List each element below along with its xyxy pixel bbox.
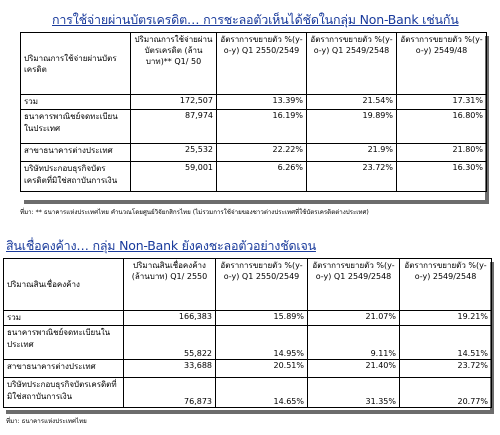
table2-cell: 20.51% (216, 360, 308, 378)
table2-cell: 14.95% (216, 326, 308, 360)
table1-cell: รวม (21, 95, 131, 110)
table1 (20, 32, 487, 192)
table-row (21, 95, 487, 110)
table1-header-2: อัตราการขยายตัว %(y-o-y) Q1 2550/2549 (217, 33, 307, 95)
table2-cell: 15.89% (216, 311, 308, 326)
table1-cell: 16.30% (397, 162, 487, 192)
table2-header-3: อัตราการขยายตัว %(y-o-y) Q1 2549/2548 (308, 259, 400, 311)
table1-cell: 17.31% (397, 95, 487, 110)
table2-cell: 166,383 (124, 311, 216, 326)
table2-cell: บริษัทประกอบธุรกิจบัตรเครดิตที่มิใช่สถาบันการเงิน (4, 378, 124, 408)
table1-cell: 25,532 (131, 144, 217, 162)
table2-cell: 55,822 (124, 326, 216, 360)
table1-cell: ธนาคารพาณิชย์จดทะเบียนในประเทศ (21, 110, 131, 144)
table1-title: การใช้จ่ายผ่านบัตรเครดิต… การชะลอตัวเห็นได้ชัดในกลุ่ม Non-Bank เช่นกัน (52, 12, 459, 27)
table2-cell: 21.07% (308, 311, 400, 326)
table2-cell: 9.11% (308, 326, 400, 360)
table2-cell: ธนาคารพาณิชย์จดทะเบียนในประเทศ (4, 326, 124, 360)
table1-cell: 13.39% (217, 95, 307, 110)
table1-header-1: ปริมาณการใช้จ่ายผ่านบัตรเครดิต (ล้านบาท)** Q1/ 50 (131, 33, 217, 95)
table-row (21, 162, 487, 192)
table2-cell: 21.40% (308, 360, 400, 378)
table1-header-0: ปริมาณการใช้จ่ายผ่านบัตรเครดิต (21, 33, 131, 95)
table1-cell: 21.9% (307, 144, 397, 162)
table2-cell: 31.35% (308, 378, 400, 408)
table1-cell: สาขาธนาคารต่างประเทศ (21, 144, 131, 162)
table1-cell: 21.54% (307, 95, 397, 110)
table1-cell: บริษัทประกอบธุรกิจบัตรเครดิตที่มิใช่สถาบันการเงิน (21, 162, 131, 192)
table2-header-2: อัตราการขยายตัว %(y-o-y) Q1 2550/2549 (216, 259, 308, 311)
table1-cell: 19.89% (307, 110, 397, 144)
table1-header-3: อัตราการขยายตัว %(y-o-y) Q1 2549/2548 (307, 33, 397, 95)
table2-header-1: ปริมาณสินเชื่อคงค้าง (ล้านบาท) Q1/ 2550 (124, 259, 216, 311)
table2-source-note: ที่มา: ธนาคารแห่งประเทศไทย (6, 418, 87, 425)
table1-cell: 87,974 (131, 110, 217, 144)
table-row (4, 378, 492, 408)
table2-cell: 19.21% (400, 311, 492, 326)
table2-cell: สาขาธนาคารต่างประเทศ (4, 360, 124, 378)
table2-cell: รวม (4, 311, 124, 326)
table1-shadow-bottom (24, 200, 489, 204)
table2-header-row (4, 259, 492, 311)
table-row (4, 360, 492, 378)
table1-cell: 16.19% (217, 110, 307, 144)
table1-cell: 23.72% (307, 162, 397, 192)
table1-cell: 172,507 (131, 95, 217, 110)
table1-cell: 59,001 (131, 162, 217, 192)
table2-cell: 20.77% (400, 378, 492, 408)
table1-cell: 6.26% (217, 162, 307, 192)
table2-cell: 14.65% (216, 378, 308, 408)
table1-cell: 21.80% (397, 144, 487, 162)
table2-cell: 76,873 (124, 378, 216, 408)
table1-source-note: ที่มา: ** ธนาคารแห่งประเทศไทย คำนวณโดยศูนย์วิจัยกสิกรไทย (ไม่รวมการใช้จ่ายของชาวต่างประเทศที่ใช้บัตรเครดิตต่างประเทศ) (20, 209, 369, 216)
table2 (3, 258, 492, 408)
table2-cell: 33,688 (124, 360, 216, 378)
table1-header-4: อัตราการขยายตัว %(y-o-y) 2549/48 (397, 33, 487, 95)
table2-title: สินเชื่อคงค้าง… กลุ่ม Non-Bank ยังคงชะลอตัวอย่างชัดเจน (6, 238, 316, 253)
table-row (21, 144, 487, 162)
table2-header-4: อัตราการขยายตัว %(y-o-y) 2549/2548 (400, 259, 492, 311)
table1-cell: 16.80% (397, 110, 487, 144)
table2-cell: 23.72% (400, 360, 492, 378)
table2-header-0: ปริมาณสินเชื่อคงค้าง (4, 259, 124, 311)
table-row (21, 110, 487, 144)
table2-cell: 14.51% (400, 326, 492, 360)
table-row (4, 311, 492, 326)
table-row (4, 326, 492, 360)
table2-shadow-bottom (6, 410, 494, 414)
table1-cell: 22.22% (217, 144, 307, 162)
table1-header-row (21, 33, 487, 95)
